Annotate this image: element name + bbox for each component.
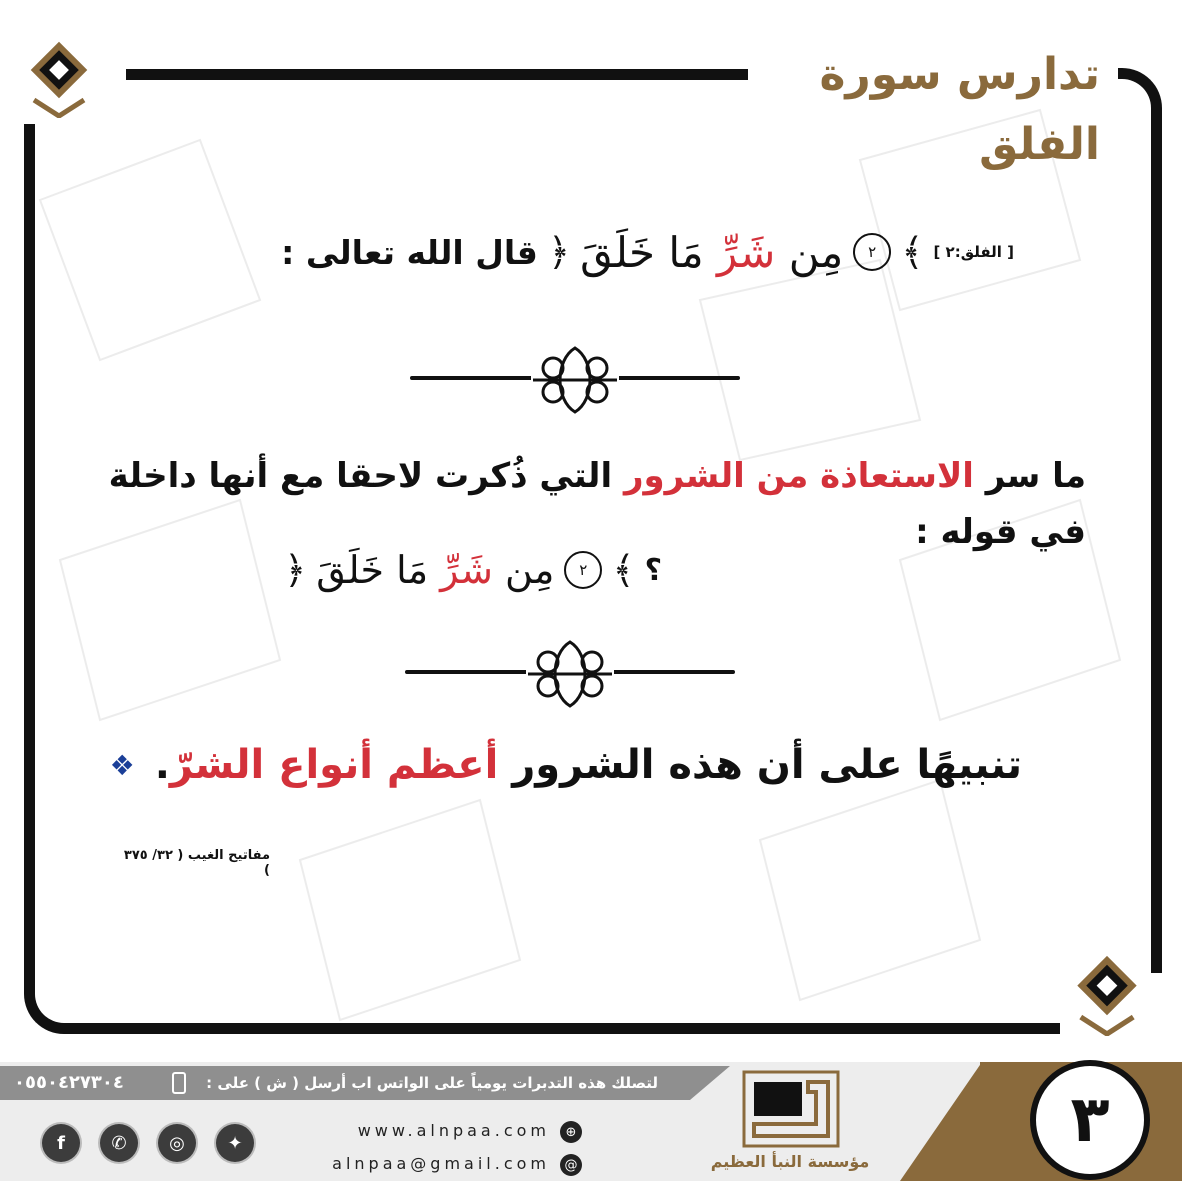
organization-logo: [738, 1068, 844, 1150]
question-mark: ؟: [644, 552, 662, 588]
corner-logo-bottom: [1074, 952, 1140, 1036]
email-link[interactable]: alnpaa@gmail.com: [332, 1154, 550, 1173]
page-title: تدارس سورة الفلق: [819, 49, 1100, 170]
twitter-icon[interactable]: ✦: [216, 1124, 254, 1162]
verse-repeat-part1: مِن: [492, 548, 555, 592]
contact-text: لتصلك هذه التدبرات يومياً على الواتس اب أرسل ( ش ) على :: [206, 1074, 658, 1092]
footer-brown-slant: [900, 1062, 982, 1181]
question-text: [86, 448, 1086, 560]
frame-top-bar: [126, 69, 748, 80]
close-bracket-ornament: ﴾: [612, 548, 635, 592]
verse-text: [580, 228, 843, 277]
verse-row: [281, 222, 1014, 282]
question-highlight: الاستعاذة من الشرور: [623, 456, 974, 496]
verse-repeat-highlight: شَرِّ: [440, 548, 493, 592]
corner-logo-top: [28, 38, 90, 118]
flourish-icon: [525, 340, 625, 420]
mobile-phone-icon: [172, 1072, 186, 1094]
frame-right-border: [1118, 68, 1162, 973]
ornament-divider-top: [410, 340, 740, 420]
answer-end: .: [154, 742, 170, 788]
website-link[interactable]: www.alnpaa.com: [357, 1121, 550, 1140]
verse-text-part2: مَا خَلَقَ: [580, 227, 717, 277]
verse-text-part1: مِن: [775, 227, 844, 277]
open-bracket-ornament: ﴿: [284, 548, 307, 592]
open-bracket-ornament: ﴿: [547, 230, 571, 274]
verse-reference: [ الفلق:٢ ]: [933, 243, 1014, 261]
verse-repeat-part2: مَا خَلَقَ: [316, 548, 441, 592]
diamond-bullet-icon: ❖: [109, 748, 135, 782]
flourish-icon: [520, 634, 620, 714]
source-citation: مفاتيح الغيب ( ٣٢/ ٣٧٥ ): [123, 848, 270, 878]
question-verse-row: [284, 548, 662, 592]
organization-name: مؤسسة النبأ العظيم: [710, 1152, 870, 1171]
facebook-icon[interactable]: f: [42, 1124, 80, 1162]
page-number: ٣: [1030, 1060, 1150, 1180]
verse-text-repeat: [316, 548, 554, 592]
phone-number[interactable]: ٠٥٥٠٤٢٧٣٠٤: [14, 1072, 124, 1093]
ayah-number: ٢: [853, 233, 891, 271]
at-sign-icon: @: [560, 1154, 582, 1176]
answer-text: [155, 742, 1022, 788]
answer-row: [110, 742, 1022, 788]
close-bracket-ornament: ﴾: [901, 230, 924, 274]
verse-text-highlight: شَرِّ: [717, 227, 776, 277]
question-part1: ما سر: [973, 456, 1086, 496]
ayah-number-repeat: ٢: [564, 551, 602, 589]
whatsapp-icon[interactable]: ✆: [100, 1124, 138, 1162]
verse-intro: قال الله تعالى :: [281, 232, 538, 272]
question-part2: التي ذُكرت لاحقا مع أنها داخلة في قوله :: [108, 456, 1086, 552]
answer-highlight: أعظم أنواع الشرّ: [169, 742, 499, 788]
globe-icon: ⊕: [560, 1121, 582, 1143]
answer-part1: تنبيهًا على أن هذه الشرور: [498, 742, 1022, 788]
instagram-icon[interactable]: ◎: [158, 1124, 196, 1162]
ornament-divider-bottom: [405, 630, 735, 710]
